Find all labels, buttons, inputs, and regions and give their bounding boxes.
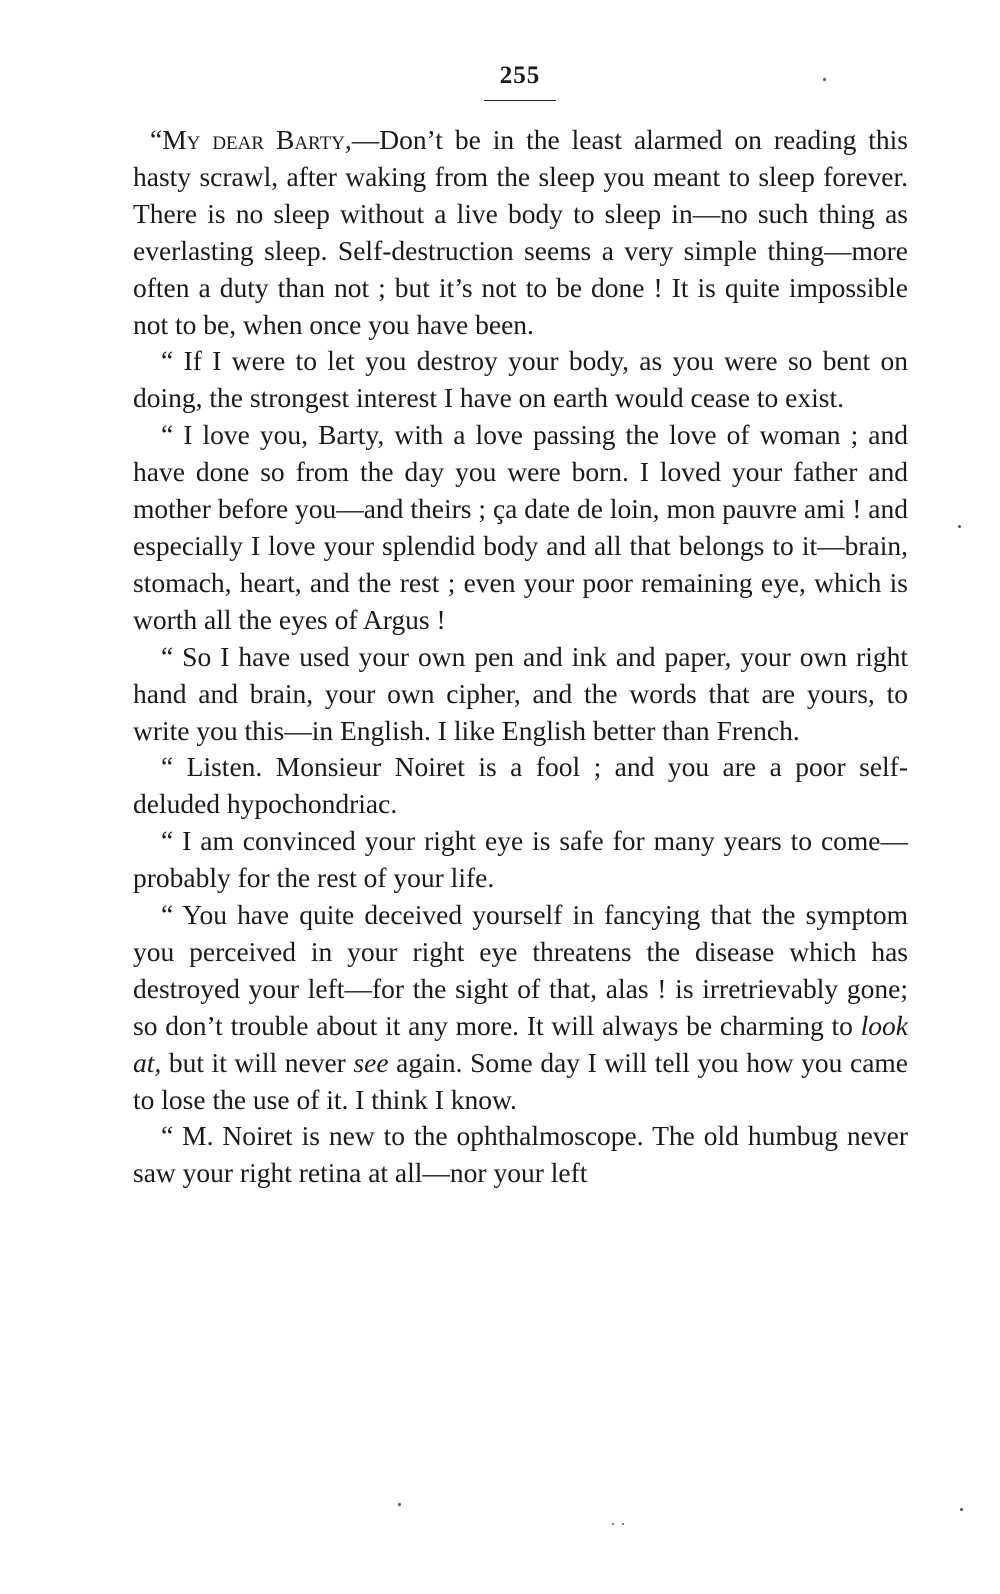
scan-speck: [398, 1503, 401, 1506]
italic-look-at: look at,: [133, 1009, 908, 1078]
paragraph-5: “ Listen. Monsieur Noiret is a fool ; and you are a poor self-deluded hypochondriac.: [133, 751, 908, 820]
scan-speck: [612, 1523, 614, 1525]
paragraph-2: “ If I were to let you destroy your body, as you were so bent on doing, the strongest interest I have on earth would cease to exist.: [133, 345, 908, 414]
scan-speck: [622, 1523, 624, 1525]
paragraph-3: “ I love you, Barty, with a love passing the love of woman ; and have done so from the day you were born. I loved your father and mother before you—and theirs ; ça date de loin, mon pauvre ami ! and especially I love your splendid body and all that belongs to it—brain, stomach, heart, and the rest ; even your poor remaining eye, which is worth all the eyes of Argus !: [133, 419, 908, 635]
salutation: My dear Barty,: [162, 124, 352, 155]
page-number: 255: [499, 62, 541, 89]
scan-speck: [958, 525, 961, 528]
scan-speck: [823, 78, 826, 81]
paragraph-7-text-c: again. Some day I will tell you how you came to lose the use of it. I think I know.: [133, 1046, 908, 1115]
letter-body: [133, 122, 908, 1192]
paragraph-8: “ M. Noiret is new to the ophthalmoscope. The old humbug never saw your right retina at all—nor your left: [133, 1120, 908, 1189]
paragraph-1-text: —Don’t be in the least alarmed on reading this hasty scrawl, after waking from the sleep you meant to sleep forever. There is no sleep without a live body to sleep in—no such thing as everlasting sleep. Self-destruction seems a very simple thing—more often a duty than not ; but it’s not to be done ! It is quite impossible not to be, when once you have been.: [133, 124, 908, 340]
italic-see: see: [353, 1046, 389, 1078]
paragraph-7: [133, 897, 908, 1118]
paragraph-7-text-a: “ You have quite deceived yourself in fancying that the symptom you perceived in your right eye threatens the disease which has destroyed your left—for the sight of that, alas ! is irretrievably gone; so don’t trouble about it any more. It will always be charming to: [133, 899, 908, 1041]
scan-speck: [960, 1508, 963, 1511]
paragraph-4: “ So I have used your own pen and ink and paper, your own right hand and brain, your own cipher, and the words that are yours, to write you this—in English. I like English better than French.: [133, 640, 908, 746]
page-number-rule: [484, 100, 556, 101]
paragraph-1: [133, 122, 908, 343]
opening-quote: “: [150, 124, 163, 155]
paragraph-7-text-b: but it will never: [161, 1046, 354, 1078]
paragraph-6: “ I am convinced your right eye is safe for many years to come—probably for the rest of your life.: [133, 825, 908, 894]
